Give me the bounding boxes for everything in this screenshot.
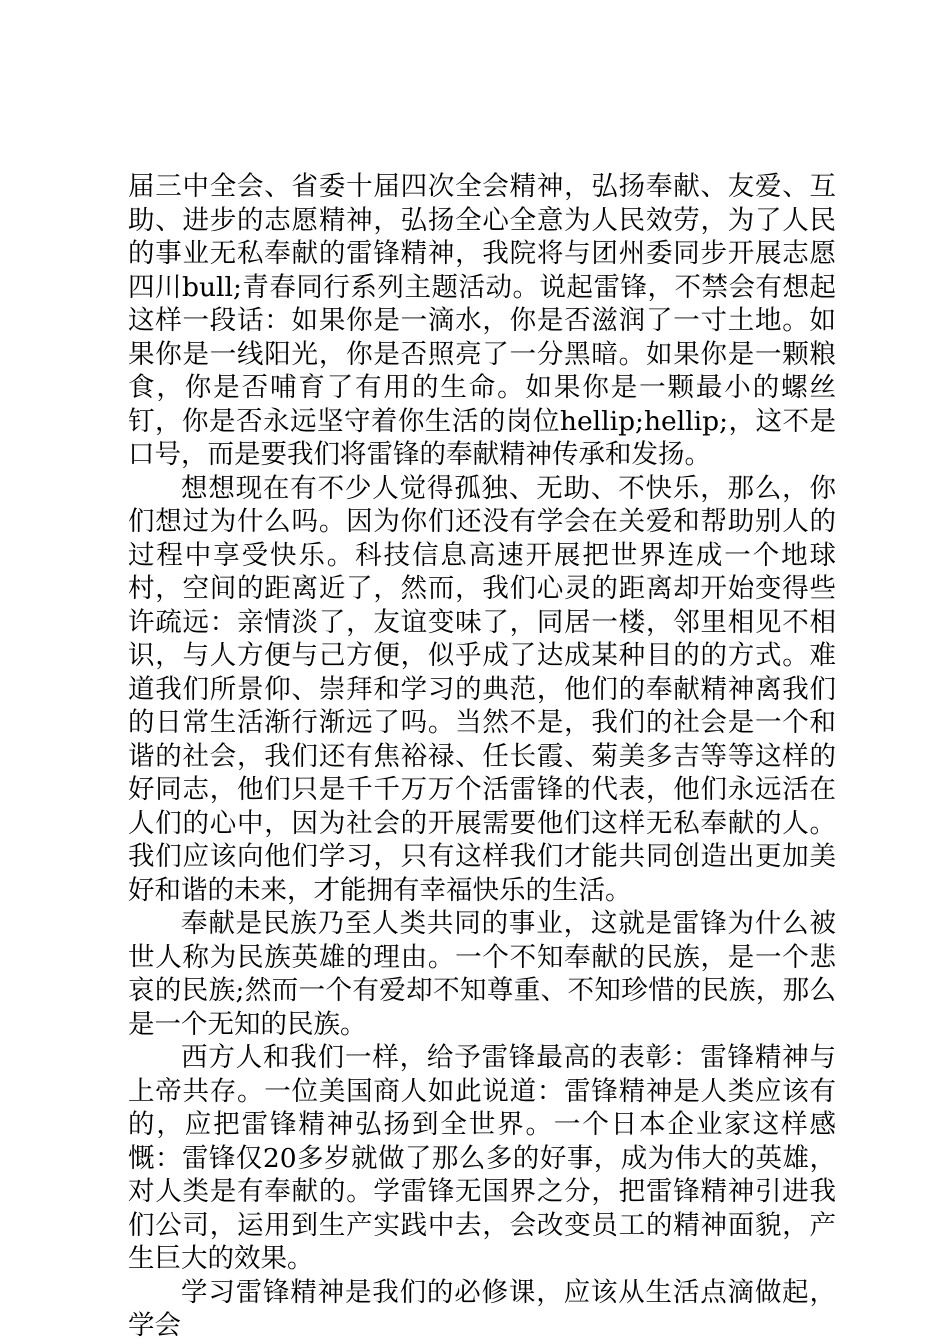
document-page (128, 170, 836, 1343)
paragraph-dedication: 奉献是民族乃至人类共同的事业，这就是雷锋为什么被世人称为民族英雄的理由。一个不知奉献的民族，是一个悲哀的民族;然而一个有爱却不知尊重、不知珍惜的民族，那么是一个无知的民族。 (128, 908, 836, 1040)
paragraph-continuation: 届三中全会、省委十届四次全会精神，弘扬奉献、友爱、互助、进步的志愿精神，弘扬全心全意为人民效劳，为了人民的事业无私奉献的雷锋精神，我院将与团州委同步开展志愿四川bull;青春同行系列主题活动。说起雷锋，不禁会有想起这样一段话：如果你是一滴水，你是否滋润了一寸土地。如果你是一线阳光，你是否照亮了一分黑暗。如果你是一颗粮食，你是否哺育了有用的生命。如果你是一颗最小的螺丝钉，你是否永远坚守着你生活的岗位hellip;hellip;，这不是口号，而是要我们将雷锋的奉献精神传承和发扬。 (128, 171, 836, 470)
paragraph-learning: 学习雷锋精神是我们的必修课，应该从生活点滴做起，学会 (128, 1276, 836, 1341)
paragraph-westerners: 西方人和我们一样，给予雷锋最高的表彰：雷锋精神与上帝共存。一位美国商人如此说道：雷锋精神是人类应该有的，应把雷锋精神弘扬到全世界。一个日本企业家这样感慨：雷锋仅20多岁就做了那么多的好事，成为伟大的英雄，对人类是有奉献的。学雷锋无国界之分，把雷锋精神引进我们公司，运用到生产实践中去，会改变员工的精神面貌，产生巨大的效果。 (128, 1042, 836, 1274)
paragraph-loneliness: 想想现在有不少人觉得孤独、无助、不快乐，那么，你们想过为什么吗。因为你们还没有学会在关爱和帮助别人的过程中享受快乐。科技信息高速开展把世界连成一个地球村，空间的距离近了，然而，我们心灵的距离却开始变得些许疏远：亲情淡了，友谊变味了，同居一楼，邻里相见不相识，与人方便与己方便，似乎成了达成某种目的的方式。难道我们所景仰、崇拜和学习的典范，他们的奉献精神离我们的日常生活渐行渐远了吗。当然不是，我们的社会是一个和谐的社会，我们还有焦裕禄、任长霞、菊美多吉等等这样的好同志，他们只是千千万万个活雷锋的代表，他们永远活在人们的心中，因为社会的开展需要他们这样无私奉献的人。我们应该向他们学习，只有这样我们才能共同创造出更加美好和谐的未来，才能拥有幸福快乐的生活。 (128, 472, 836, 906)
